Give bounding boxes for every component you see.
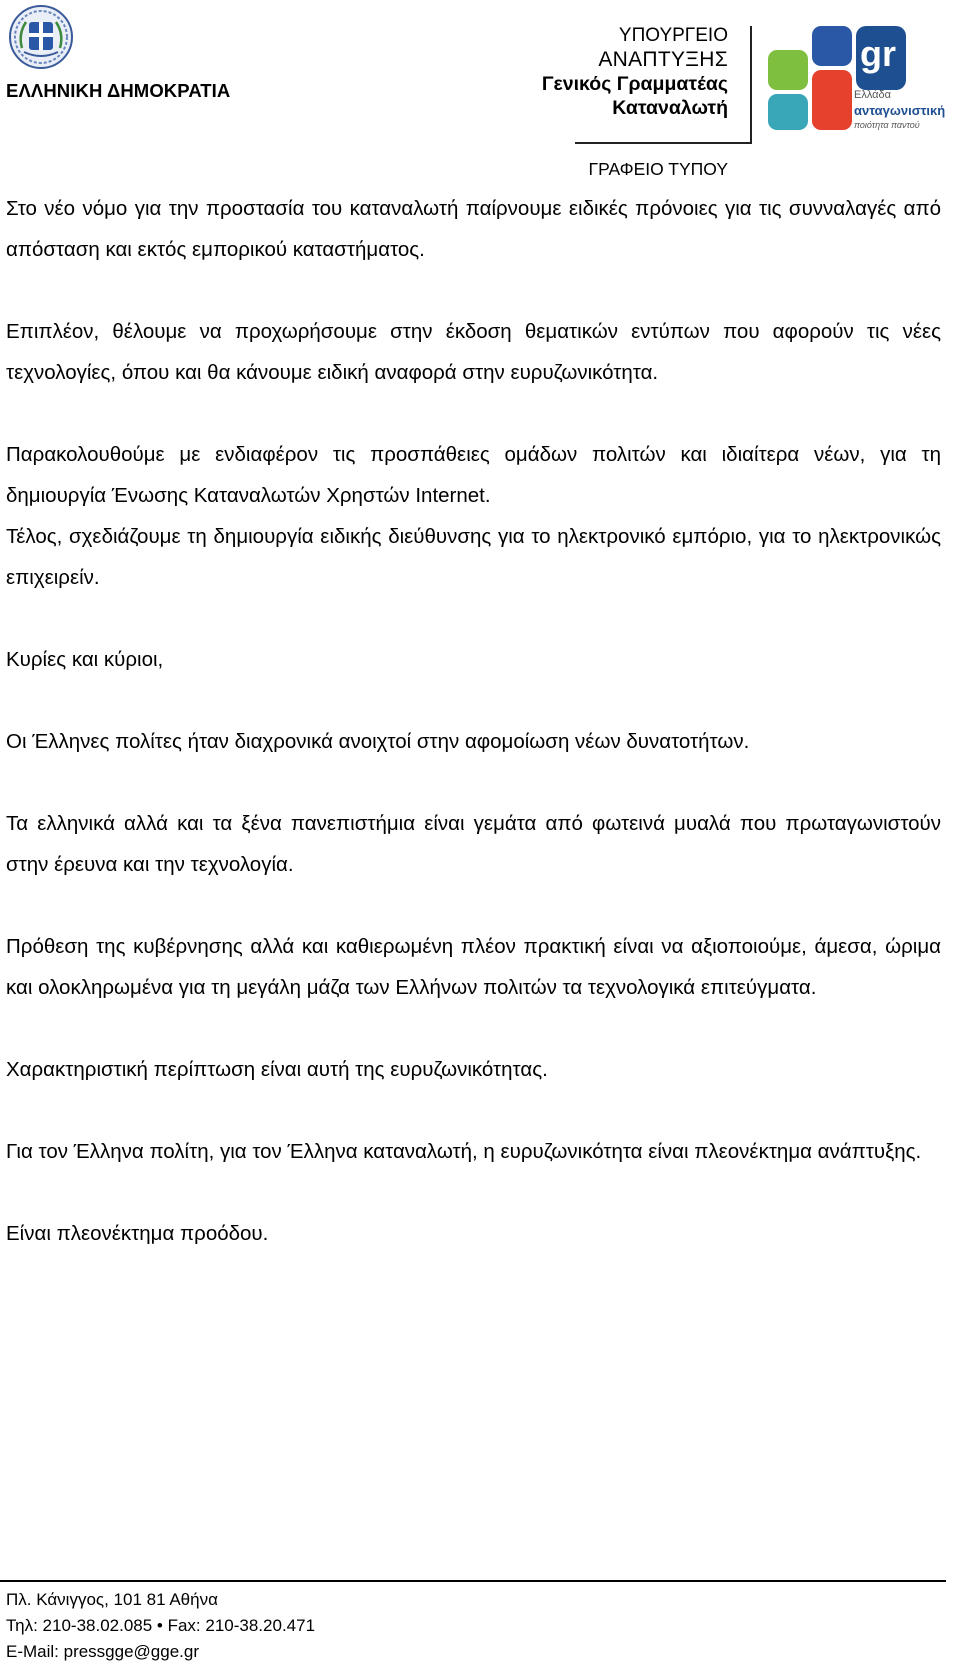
footer-divider	[0, 1580, 946, 1582]
footer-phones: Τηλ: 210-38.02.085 • Fax: 210-38.20.471	[6, 1616, 316, 1635]
paragraph-3b: Τέλος, σχεδιάζουμε τη δημιουργία ειδικής διεύθυνσης για το ηλεκτρονικό εμπόριο, για το ηλεκτρονικώς επιχειρείν.	[6, 525, 941, 589]
paragraph-5: Οι Έλληνες πολίτες ήταν διαχρονικά ανοιχτοί στην αφομοίωση νέων δυνατοτήτων.	[6, 730, 750, 753]
press-release-body	[6, 188, 941, 1254]
header-underline	[575, 142, 752, 144]
paragraph-4: Κυρίες και κύριοι,	[6, 648, 164, 671]
logo-text-greece: Ελλάδα	[854, 89, 892, 101]
paragraph-3a: Παρακολουθούμε με ενδιαφέρον τις προσπάθειες ομάδων πολιτών και ιδιαίτερα νέων, για τη δημιουργία Ένωσης Καταναλωτών Χρηστών Internet.	[6, 443, 941, 507]
ministry-line-1: ΥΠΟΥΡΓΕΙΟ	[618, 25, 728, 46]
ministry-title	[542, 24, 728, 120]
ministry-line-2: ΑΝΑΠΤΥΞΗΣ	[598, 48, 728, 71]
paragraph-6: Τα ελληνικά αλλά και τα ξένα πανεπιστήμια είναι γεμάτα από φωτεινά μυαλά που πρωταγωνιστούν στην έρευνα και την τεχνολογία.	[6, 812, 941, 876]
greek-coat-of-arms-icon	[8, 4, 74, 70]
government-name: ΕΛΛΗΝΙΚΗ ΔΗΜΟΚΡΑΤΙΑ	[6, 80, 231, 101]
paragraph-8: Χαρακτηριστική περίπτωση είναι αυτή της ευρυζωνικότητας.	[6, 1058, 548, 1081]
ministry-line-3: Γενικός Γραμματέας	[541, 73, 728, 95]
paragraph-1: Στο νέο νόμο για την προστασία του καταναλωτή παίρνουμε ειδικές πρόνοιες για τις συνναλαγές από απόσταση και εκτός εμπορικού καταστήματος.	[6, 197, 941, 261]
paragraph-7: Πρόθεση της κυβέρνησης αλλά και καθιερωμένη πλέον πρακτική είναι να αξιοποιούμε, άμεσα, ώριμα και ολοκληρωμένα για τη μεγάλη μάζα των Ελλήνων πολιτών τα τεχνολογικά επιτεύγματα.	[6, 935, 941, 999]
paragraph-10: Είναι πλεονέκτημα προόδου.	[6, 1222, 269, 1245]
logo-years: 2005 2010	[768, 130, 775, 164]
press-office-label: ΓΡΑΦΕΙΟ ΤΥΠΟΥ	[588, 159, 728, 179]
logo-text-quality: ποιότητα παντού	[854, 120, 920, 130]
logo-mark: gr	[860, 33, 896, 74]
paragraph-2: Επιπλέον, θέλουμε να προχωρήσουμε στην έκδοση θεματικών εντύπων που αφορούν τις νέες τεχνολογίες, όπου και θα κάνουμε ειδική αναφορά στην ευρυζωνικότητα.	[6, 320, 941, 384]
logo-text-competitive: ανταγωνιστική	[854, 103, 946, 118]
footer-contact	[6, 1587, 315, 1665]
ministry-line-4: Καταναλωτή	[612, 97, 728, 119]
footer-address: Πλ. Κάνιγγος, 101 81 Αθήνα	[6, 1590, 218, 1609]
header-divider	[750, 26, 752, 144]
footer-email: E-Mail: pressgge@gge.gr	[6, 1642, 200, 1661]
paragraph-9: Για τον Έλληνα πολίτη, για τον Έλληνα καταναλωτή, η ευρυζωνικότητα είναι πλεονέκτημα ανάπτυξης.	[6, 1140, 922, 1163]
